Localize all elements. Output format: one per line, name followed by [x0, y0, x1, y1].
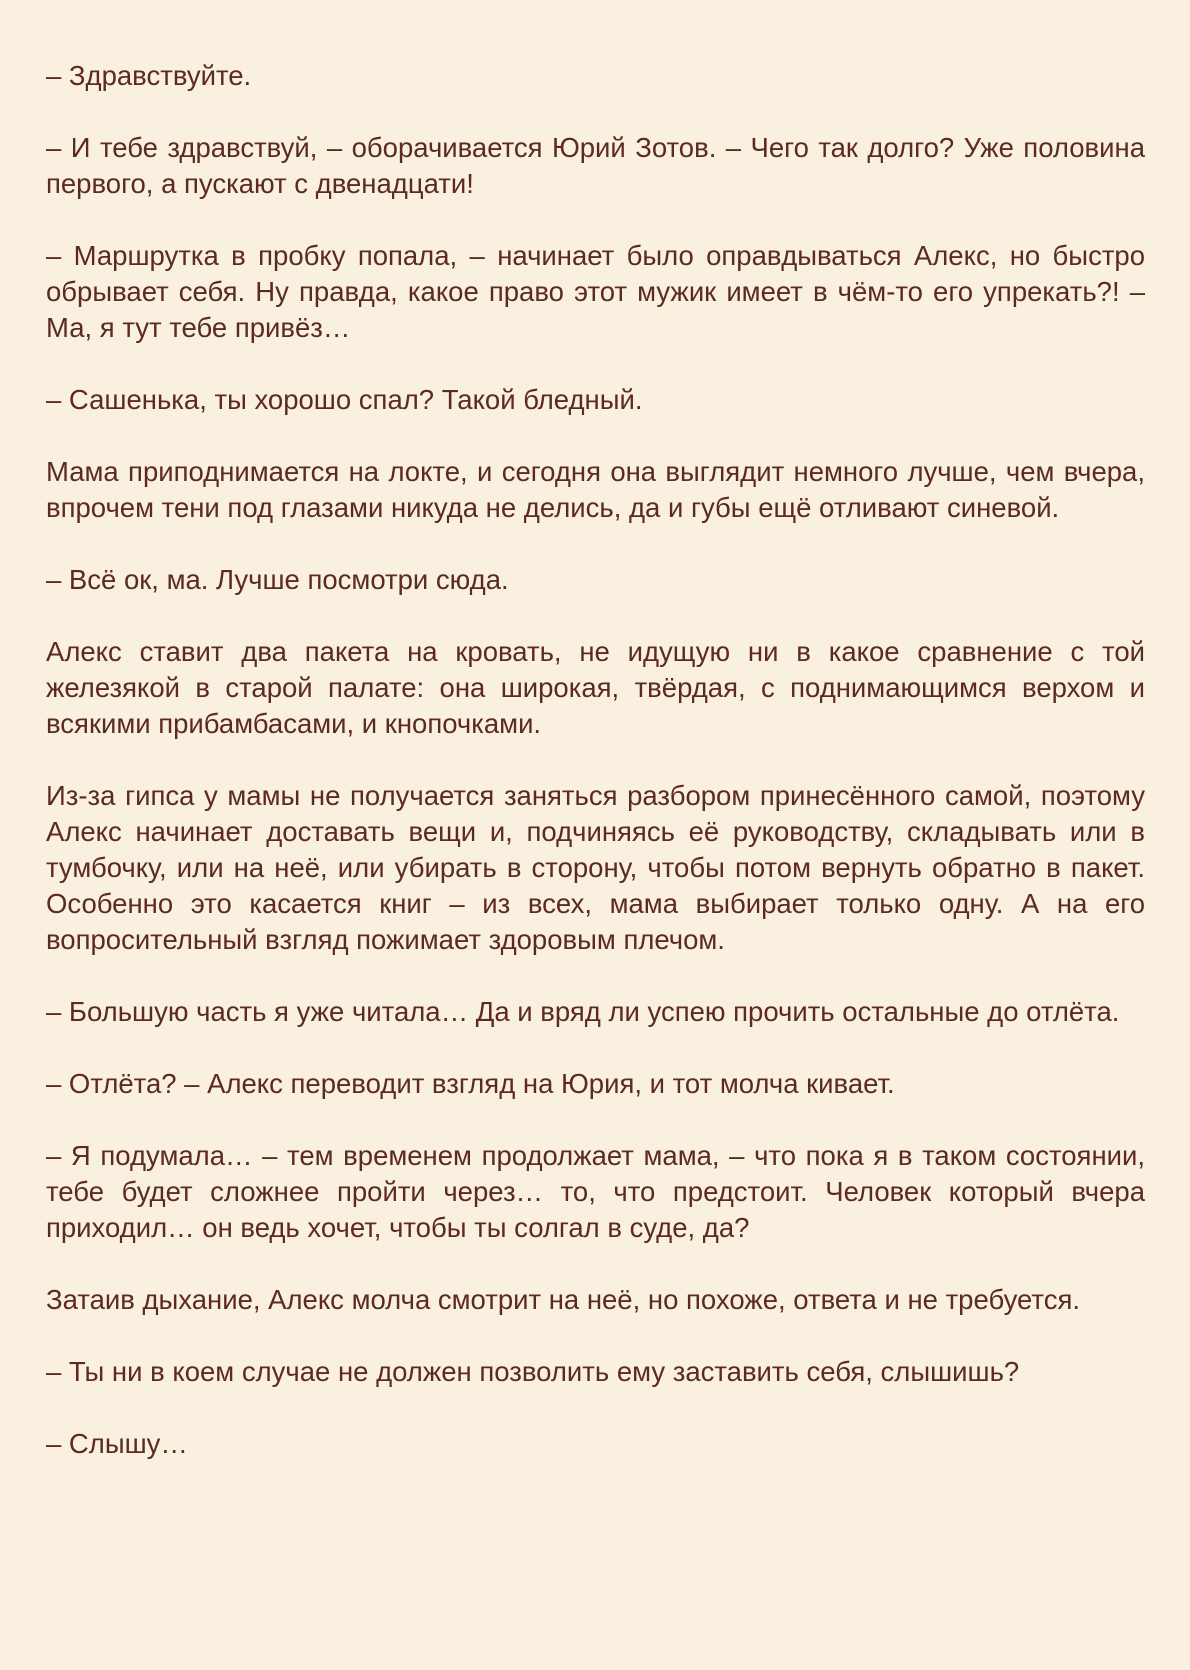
book-page-text [46, 58, 1145, 1462]
paragraph-cast: Из-за гипса у мамы не получается заняться разбором принесённого самой, поэтому Алекс начинает доставать вещи и, подчиняясь её руководству, складывать или в тумбочку, или на неё, или убирать в сторону, чтобы потом вернуть обратно в пакет. Особенно это касается книг – из всех, мама выбирает только одну. А на его вопросительный взгляд пожимает здоровым плечом. [46, 780, 1145, 955]
paragraph-all-ok: – Всё ок, ма. Лучше посмотри сюда. [46, 564, 509, 595]
paragraph-greeting: – Здравствуйте. [46, 60, 252, 91]
paragraph-mama-elbow: Мама приподнимается на локте, и сегодня она выглядит немного лучше, чем вчера, впрочем тени под глазами никуда не делись, да и губы ещё отливают синевой. [46, 456, 1145, 523]
paragraph-i-thought: – Я подумала… – тем временем продолжает мама, – что пока я в таком состоянии, тебе будет сложнее пройти через… то, что предстоит. Человек который вчера приходил… он ведь хочет, чтобы ты солгал в суде, да? [46, 1140, 1145, 1243]
paragraph-bags-bed: Алекс ставит два пакета на кровать, не идущую ни в какое сравнение с той железякой в старой палате: она широкая, твёрдая, с поднимающимся верхом и всякими прибамбасами, и кнопочками. [46, 636, 1145, 739]
paragraph-must-not: – Ты ни в коем случае не должен позволить ему заставить себя, слышишь? [46, 1356, 1020, 1387]
paragraph-sashenka: – Сашенька, ты хорошо спал? Такой бледный. [46, 384, 643, 415]
paragraph-zotov-reply: – И тебе здравствуй, – оборачивается Юрий Зотов. – Чего так долго? Уже половина первого, а пускают с двенадцати! [46, 132, 1145, 199]
paragraph-minibus: – Маршрутка в пробку попала, – начинает было оправдываться Алекс, но быстро обрывает себя. Ну правда, какое право этот мужик имеет в чём-то его упрекать?! – Ма, я тут тебе привёз… [46, 240, 1145, 343]
paragraph-i-hear: – Слышу… [46, 1428, 188, 1459]
paragraph-holding-breath: Затаив дыхание, Алекс молча смотрит на неё, но похоже, ответа и не требуется. [46, 1284, 1081, 1315]
paragraph-departure: – Отлёта? – Алекс переводит взгляд на Юрия, и тот молча кивает. [46, 1068, 895, 1099]
paragraph-already-read: – Большую часть я уже читала… Да и вряд ли успею прочить остальные до отлёта. [46, 996, 1120, 1027]
